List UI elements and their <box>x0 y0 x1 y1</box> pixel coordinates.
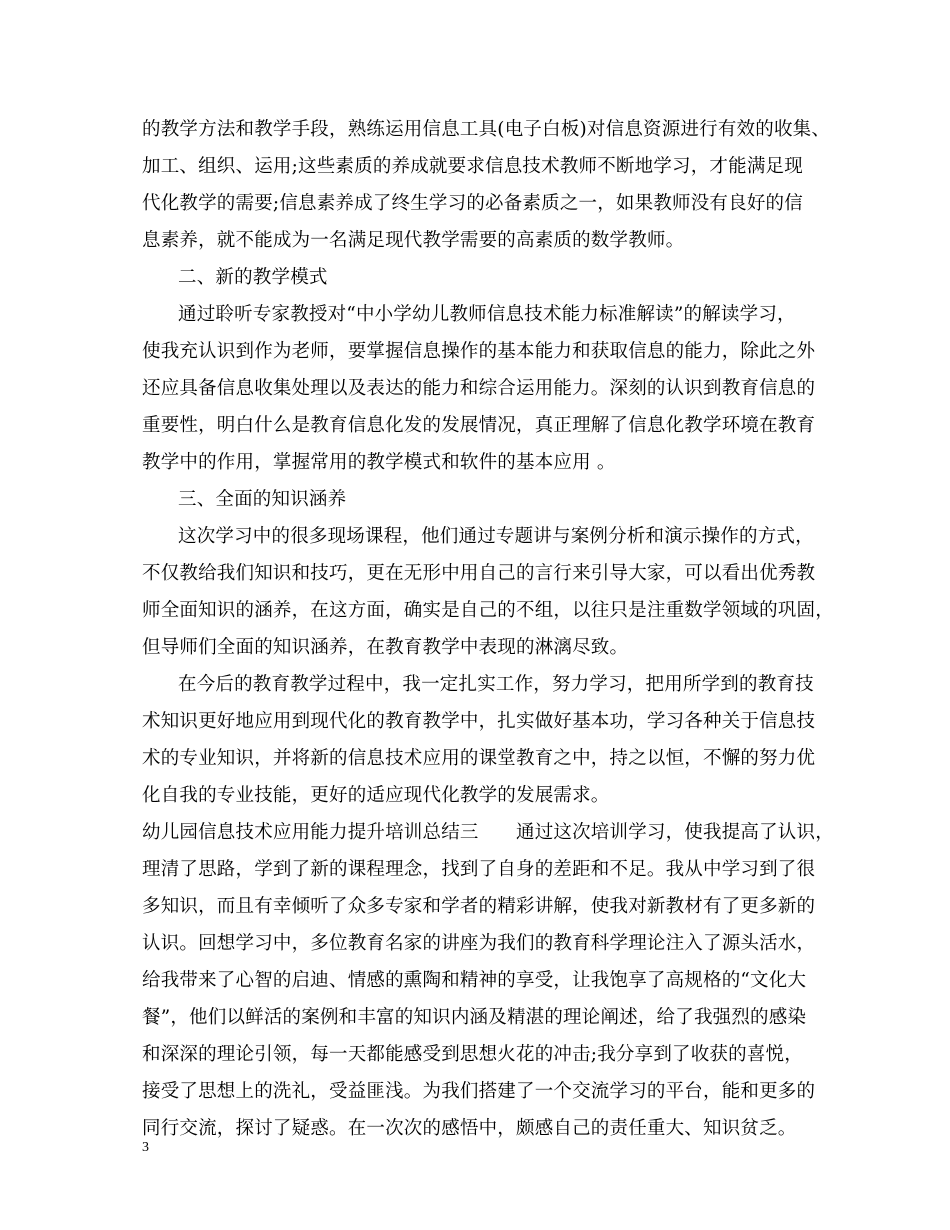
text-line: 师全面知识的涵养，在这方面，确实是自己的不组，以往只是注重数学领域的巩固， <box>142 600 834 621</box>
text-line: 加工、组织、运用;这些素质的养成就要求信息技术教师不断地学习，才能满足现 <box>142 156 803 177</box>
section-heading: 二、新的教学模式 <box>178 267 328 288</box>
page-number: 3 <box>142 1140 149 1155</box>
text-line: 化自我的专业技能，更好的适应现代化教学的发展需求。 <box>142 785 610 806</box>
text-line: 代化教学的需要;信息素养成了终生学习的必备素质之一，如果教师没有良好的信 <box>142 193 803 214</box>
text-line: 息素养，就不能成为一名满足现代教学需要的高素质的数学教师。 <box>142 230 685 251</box>
text-line: 重要性，明白什么是教育信息化发的发展情况，真正理解了信息化教学环境在教育 <box>142 415 816 436</box>
text-line: 不仅教给我们知识和技巧，更在无形中用自己的言行来引导大家，可以看出优秀教 <box>142 563 816 584</box>
section-heading: 三、全面的知识涵养 <box>178 489 347 510</box>
text-line: 术知识更好地应用到现代化的教育教学中，扎实做好基本功，学习各种关于信息技 <box>142 711 816 732</box>
text-line: 理清了思路，学到了新的课程理念，找到了自身的差距和不足。我从中学习到了很 <box>142 859 816 880</box>
text-line: 使我充认识到作为老师，要掌握信息操作的基本能力和获取信息的能力，除此之外 <box>142 341 816 362</box>
text-line: 给我带来了心智的启迪、情感的熏陶和精神的享受，让我饱享了高规格的“文化大 <box>142 970 807 991</box>
text-line: 餐”，他们以鲜活的案例和丰富的知识内涵及精湛的理论阐述，给了我强烈的感染 <box>142 1007 807 1028</box>
text-line: 通过聆听专家教授对“中小学幼儿教师信息技术能力标准解读”的解读学习， <box>178 304 796 325</box>
text-line: 在今后的教育教学过程中，我一定扎实工作，努力学习，把用所学到的教育技 <box>178 674 814 695</box>
text-line: 和深深的理论引领，每一天都能感受到思想火花的冲击;我分享到了收获的喜悦， <box>142 1044 803 1065</box>
text-line: 但导师们全面的知识涵养，在教育教学中表现的淋漓尽致。 <box>142 637 629 658</box>
text-line: 这次学习中的很多现场课程，他们通过专题讲与案例分析和演示操作的方式， <box>178 526 814 547</box>
text-line: 的教学方法和教学手段，熟练运用信息工具(电子白板)对信息资源进行有效的收集、 <box>142 119 831 140</box>
text-line: 认识。回想学习中，多位教育名家的讲座为我们的教育科学理论注入了源头活水， <box>142 933 816 954</box>
text-line: 还应具备信息收集处理以及表达的能力和综合运用能力。深刻的认识到教育信息的 <box>142 378 816 399</box>
text-line: 术的专业知识，并将新的信息技术应用的课堂教育之中，持之以恒，不懈的努力优 <box>142 748 816 769</box>
text-line: 多知识，而且有幸倾听了众多专家和学者的精彩讲解，使我对新教材有了更多新的 <box>142 896 816 917</box>
text-line: 教学中的作用，掌握常用的教学模式和软件的基本应用 。 <box>142 452 616 473</box>
text-line: 幼儿园信息技术应用能力提升培训总结三 通过这次培训学习，使我提高了认识， <box>142 822 834 843</box>
text-line: 接受了思想上的洗礼，受益匪浅。为我们搭建了一个交流学习的平台，能和更多的 <box>142 1081 816 1102</box>
text-line: 同行交流，探讨了疑惑。在一次次的感悟中，颇感自己的责任重大、知识贫乏。 <box>142 1118 797 1139</box>
